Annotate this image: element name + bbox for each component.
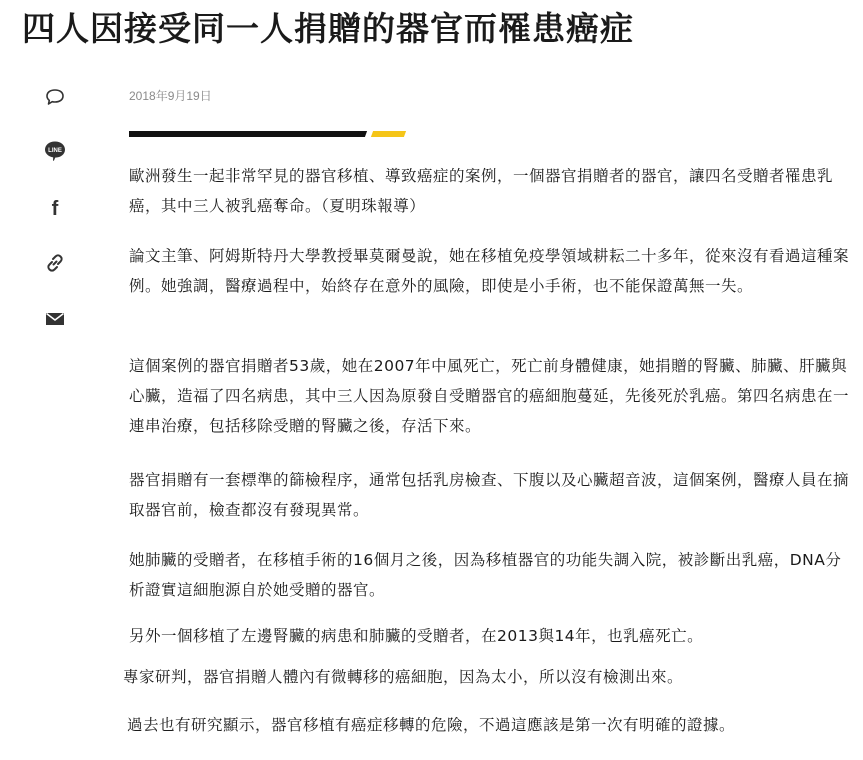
comment-button[interactable] xyxy=(40,82,70,112)
facebook-icon-label: f xyxy=(51,198,59,218)
article-paragraph-5: 她肺臟的受贈者，在移植手術的16個月之後，因為移植器官的功能失調入院，被診斷出乳癌，DNA分析證實這細胞源自於她受贈的器官。 xyxy=(129,551,842,599)
line-share-button[interactable] xyxy=(40,136,70,166)
divider-rule xyxy=(129,131,362,137)
email-icon xyxy=(45,311,65,327)
article-paragraph-2: 論文主筆、阿姆斯特丹大學教授畢莫爾曼說，她在移植免疫學領域耕耘二十多年，從來沒有看過這種案例。她強調，醫療過程中，始終存在意外的風險，即使是小手術，也不能保證萬無一失。 xyxy=(129,247,850,295)
article-headline: 四人因接受同一人捐贈的器官而罹患癌症 xyxy=(22,9,634,48)
facebook-share-button[interactable] xyxy=(40,193,70,223)
email-share-button[interactable] xyxy=(40,304,70,334)
article-paragraph-7: 專家研判，器官捐贈人體內有微轉移的癌細胞，因為太小，所以沒有檢測出來。 xyxy=(123,668,684,686)
line-icon-label: LINE xyxy=(48,148,62,155)
article-paragraph-1: 歐洲發生一起非常罕見的器官移植、導致癌症的案例，一個器官捐贈者的器官，讓四名受贈者罹患乳癌，其中三人被乳癌奪命。（夏明珠報導） xyxy=(129,167,834,215)
publish-date: 2018年9月19日 xyxy=(129,89,212,103)
article-paragraph-6: 另外一個移植了左邊腎臟的病患和肺臟的受贈者，在2013與14年，也乳癌死亡。 xyxy=(129,627,704,645)
article-paragraph-8: 過去也有研究顯示，器官移植有癌症移轉的危險，不過這應該是第一次有明確的證據。 xyxy=(127,716,736,734)
facebook-icon xyxy=(48,198,62,218)
divider-accent xyxy=(371,131,406,137)
article-paragraph-4: 器官捐贈有一套標準的篩檢程序，通常包括乳房檢查、下腹以及心臟超音波，這個案例，醫療人員在摘取器官前，檢查都沒有發現異常。 xyxy=(129,471,850,519)
copy-link-button[interactable] xyxy=(40,248,70,278)
comment-icon xyxy=(45,88,65,106)
article-paragraph-3: 這個案例的器官捐贈者53歲，她在2007年中風死亡，死亡前身體健康，她捐贈的腎臟、肺臟、肝臟與心臟，造福了四名病患，其中三人因為原發自受贈器官的癌細胞蔓延，先後死於乳癌。第四名病患在一連串治療，包括移除受贈的腎臟之後，存活下來。 xyxy=(129,357,850,435)
link-icon xyxy=(44,252,66,274)
line-icon xyxy=(43,139,67,163)
